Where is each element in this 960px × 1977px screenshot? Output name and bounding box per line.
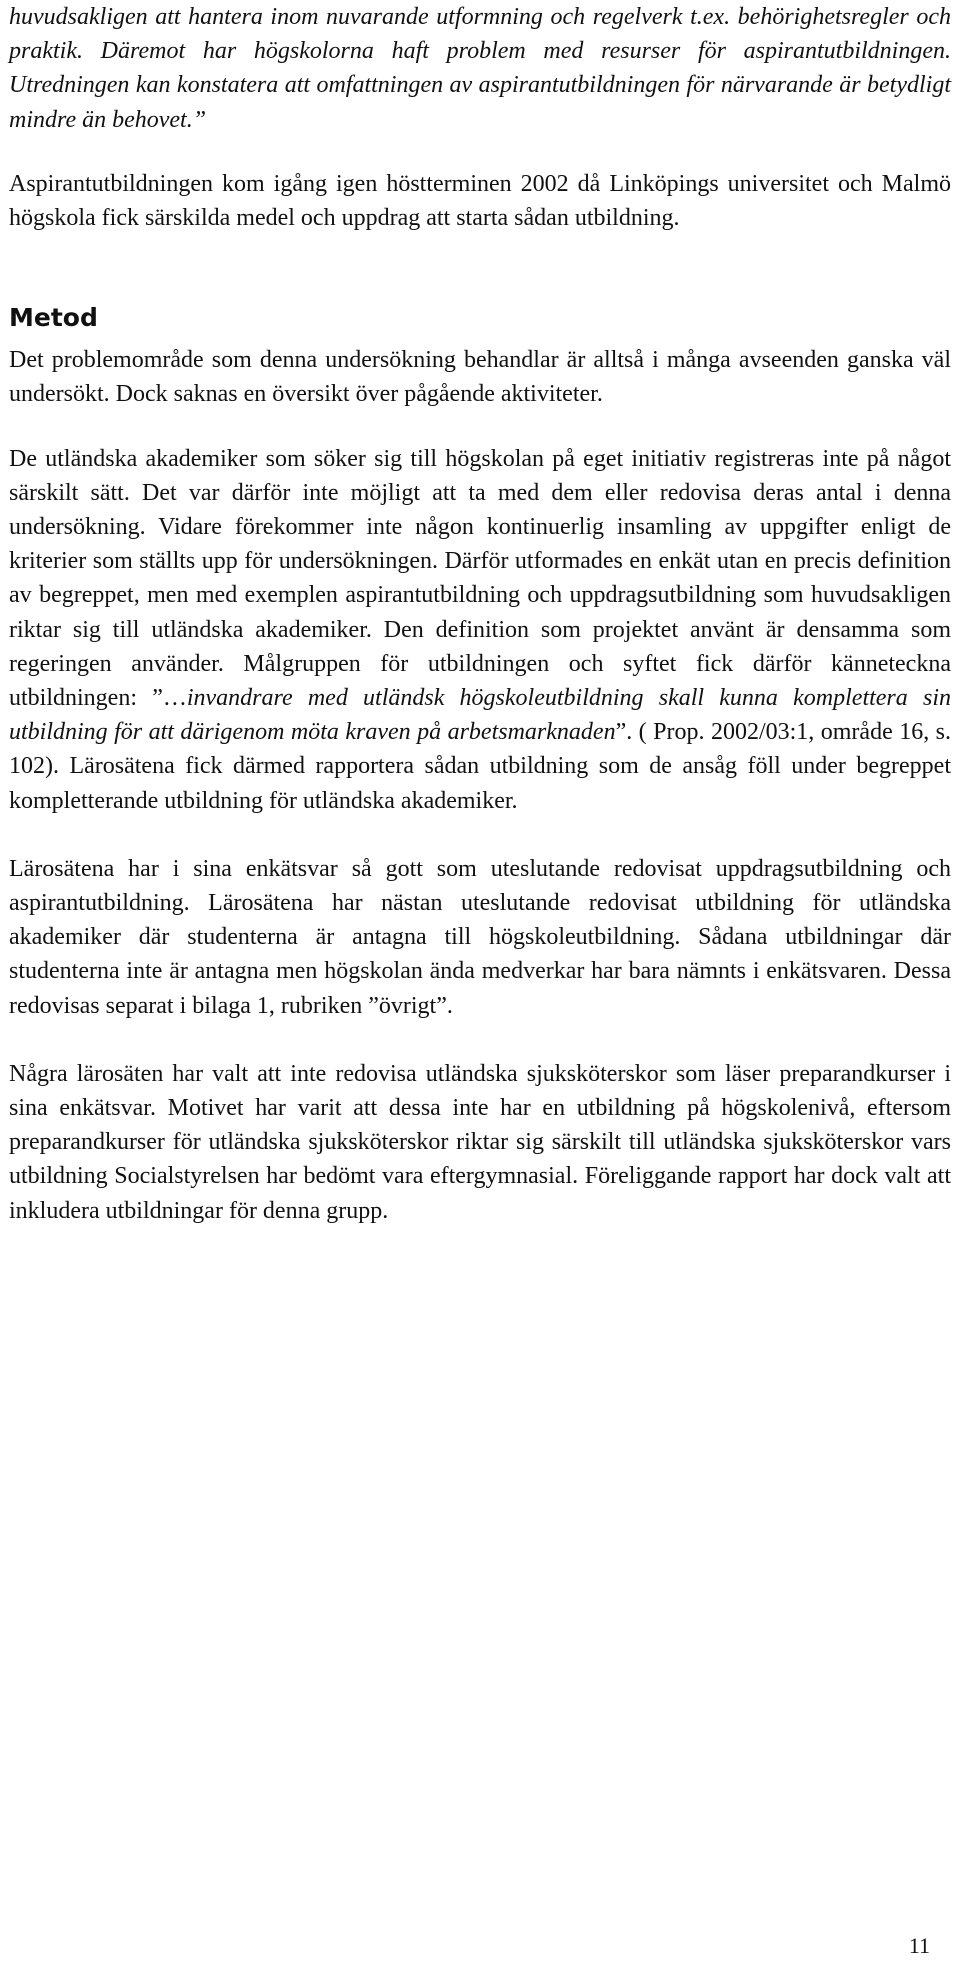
page-number: 11 bbox=[908, 1933, 930, 1958]
sjukskoterskor-paragraph: Några lärosäten har valt att inte redovisa utländska sjuksköterskor som läser preparandkurser i sina enkätsvar. Motivet har varit att dessa inte har en utbildning på högskolenivå, eftersom preparandkurser för utländska sjuksköterskor riktar sig särskilt till utländska sjuksköterskor vars utbildning Socialstyrelsen har bedömt vara eftergymnasial. Föreliggande rapport har dock valt att inkludera utbildningar för denna grupp. bbox=[9, 1060, 951, 1224]
aspirant-paragraph: Aspirantutbildningen kom igång igen höstterminen 2002 då Linköpings universitet och Malmö högskola fick särskilda medel och uppdrag att starta sådan utbildning. bbox=[9, 170, 951, 232]
section-heading-metod: Metod bbox=[9, 303, 98, 333]
utlandska-text-part2: ”. ( Prop. 2002/03:1, område 16, s. 102). Lärosätena fick därmed rapportera sådan utbildning som de ansåg föll under begreppet kompletterande utbildning för utländska akademiker. bbox=[9, 719, 951, 814]
utlandska-akademiker-paragraph bbox=[9, 442, 951, 818]
metod-paragraph: Det problemområde som denna undersökning behandlar är alltså i många avseenden ganska väl undersökt. Dock saknas en översikt över pågående aktiviteter. bbox=[9, 347, 951, 408]
larosatena-paragraph: Lärosätena har i sina enkätsvar så gott som uteslutande redovisat uppdragsutbildning och aspirantutbildning. Lärosätena har nästan uteslutande redovisat utbildning för utländska akademiker där studenterna är antagna till högskoleutbildning. Sådana utbildningar där studenterna inte är antagna men högskolan ända medverkar har bara nämnts i enkätsvaren. Dessa redovisas separat i bilaga 1, rubriken ”övrigt”. bbox=[9, 855, 951, 1019]
utlandska-text-part1: De utländska akademiker som söker sig till högskolan på eget initiativ registreras inte på något särskilt sätt. Det var därför inte möjligt att ta med dem eller redovisa deras antal i denna undersökning. Vidare förekommer inte någon kontinuerlig insamling av uppgifter enligt de kriterier som ställts upp för undersökningen. Därför utformades en enkät utan en precis definition av begreppet, men med exemplen aspirantutbildning och uppdragsutbildning som huvudsakligen riktar sig till utländska akademiker. Den definition som projektet använt är densamma som regeringen använder. Målgruppen för utbildningen och syftet fick därför känneteckna utbildningen: ”… bbox=[9, 445, 951, 712]
prop-quote-italic: invandrare med utländsk högskoleutbildning skall kunna komplettera sin utbildning för att därigenom möta kraven på arbetsmarknaden bbox=[9, 685, 951, 746]
document-page bbox=[9, 0, 951, 1228]
quote-continuation-paragraph: huvudsakligen att hantera inom nuvarande utformning och regelverk t.ex. behörighetsregler och praktik. Däremot har högskolorna haft problem med resurser för aspirantutbildningen. Utredningen kan konstatera att omfattningen av aspirantutbildningen för närvarande är betydligt mindre än behovet.” bbox=[9, 4, 951, 133]
